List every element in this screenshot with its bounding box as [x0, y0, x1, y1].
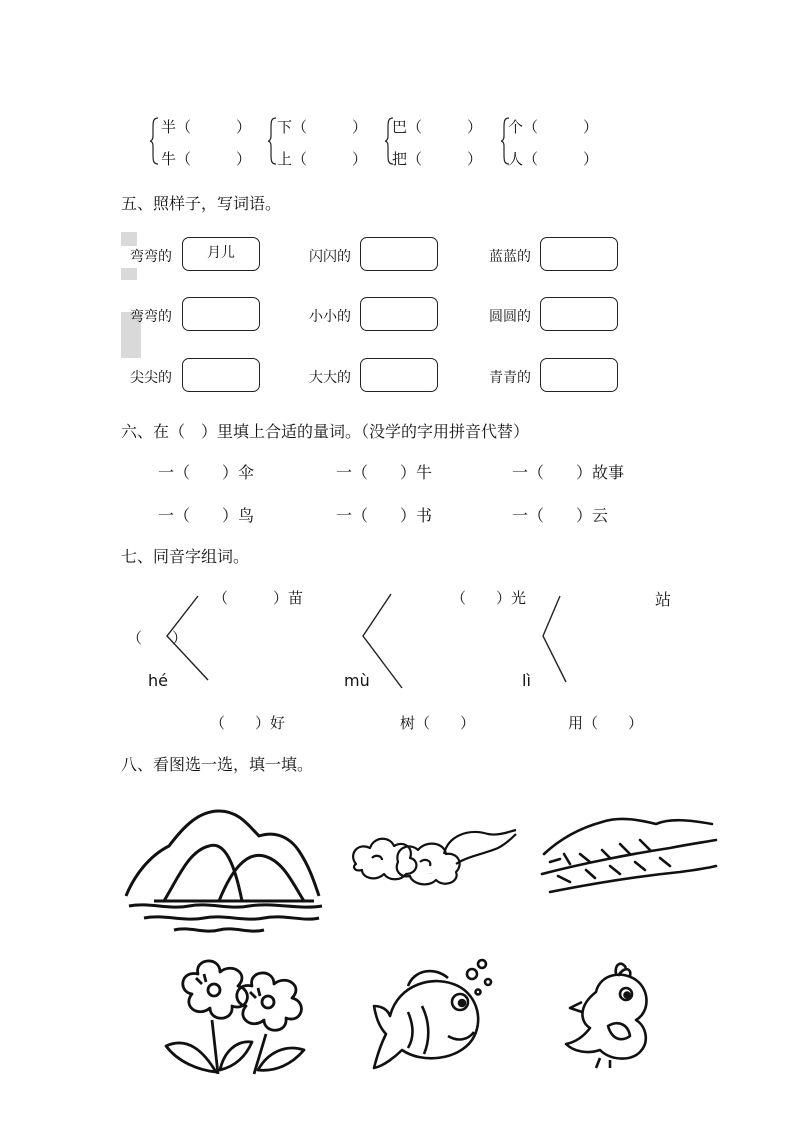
word-blank[interactable]: 下（ ） [277, 118, 368, 136]
measure-word-blank[interactable]: 一（ ）伞 [158, 463, 255, 482]
word-label: 蓝蓝的 [489, 249, 531, 265]
cloud-picture [348, 824, 518, 894]
word-label: 大大的 [309, 370, 351, 386]
word-label: 青青的 [489, 370, 531, 386]
pinyin: lì [522, 671, 531, 690]
cloud-caption: ... [428, 870, 433, 876]
word-blank[interactable]: 半（ ） [161, 118, 252, 136]
connector-li [543, 596, 566, 682]
connector-he [167, 596, 208, 680]
bird-picture [560, 962, 660, 1070]
homophone-blank[interactable]: （ ）好 [210, 714, 286, 732]
section8-title: 八、看图选一选，填一填。 [121, 755, 314, 774]
word-label: 圆圆的 [489, 309, 531, 325]
word-label: 尖尖的 [130, 370, 172, 386]
homophone-blank[interactable]: （ ）光 [451, 589, 527, 607]
section7-title: 七、同音字组词。 [121, 547, 250, 566]
word-blank[interactable]: 人（ ） [508, 150, 599, 168]
word-label: 闪闪的 [309, 249, 351, 265]
fish-picture [368, 956, 498, 1080]
word-label: 小小的 [309, 309, 351, 325]
measure-word-blank[interactable]: 一（ ）书 [336, 506, 433, 525]
mountain-picture [124, 806, 324, 936]
homophone-blank[interactable]: （ ）苗 [213, 589, 304, 607]
word-blank[interactable]: 巴（ ） [392, 118, 483, 136]
flower-picture [158, 956, 318, 1080]
homophone-blank[interactable]: 树（ ） [400, 714, 476, 732]
section6-title: 六、在（ ）里填上合适的量词。（没学的字用拼音代替） [121, 422, 530, 441]
pinyin: hé [148, 671, 168, 690]
grass-picture [540, 814, 718, 896]
word-blank[interactable]: 个（ ） [508, 118, 599, 136]
word-blank[interactable]: 牛（ ） [161, 150, 252, 168]
pinyin: mù [344, 671, 370, 690]
word-label: 弯弯的 [130, 309, 172, 325]
homophone-word: 站 [655, 590, 672, 609]
measure-word-blank[interactable]: 一（ ）故事 [512, 463, 625, 482]
connector-mu [363, 594, 402, 688]
word-blank[interactable]: 上（ ） [277, 150, 368, 168]
measure-word-blank[interactable]: 一（ ）牛 [336, 463, 433, 482]
homophone-blank[interactable]: 用（ ） [568, 714, 644, 732]
homophone-blank[interactable]: （ ） [127, 629, 188, 647]
measure-word-blank[interactable]: 一（ ）鸟 [158, 506, 255, 525]
measure-word-blank[interactable]: 一（ ）云 [512, 506, 609, 525]
word-blank[interactable]: 把（ ） [392, 150, 483, 168]
answer-box[interactable]: 月儿 [182, 237, 260, 271]
word-label: 弯弯的 [130, 249, 172, 265]
section5-title: 五、照样子，写词语。 [121, 194, 282, 213]
